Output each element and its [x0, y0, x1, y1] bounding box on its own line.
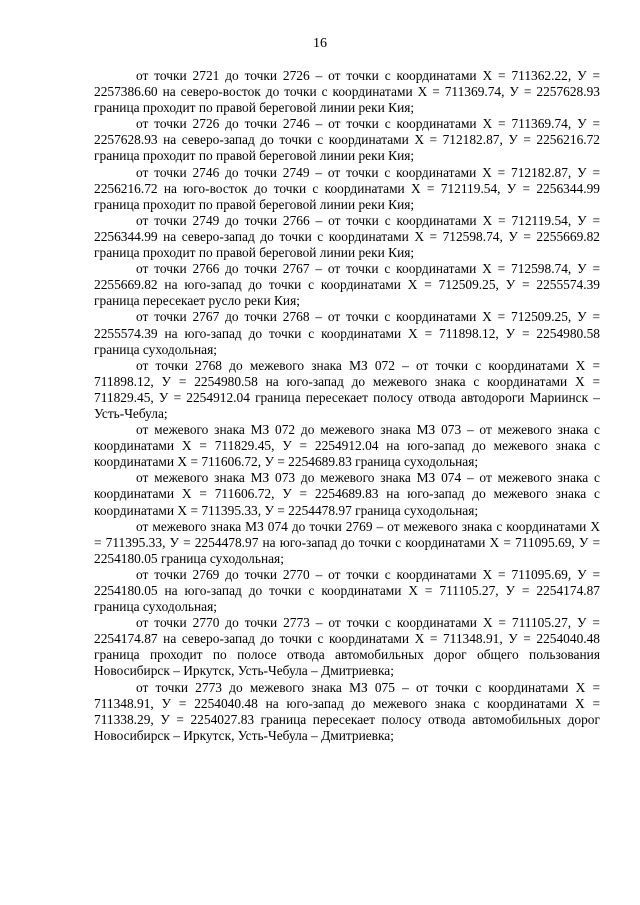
page-number: 16: [313, 36, 327, 51]
boundary-segment-paragraph: от межевого знака МЗ 072 до межевого знака МЗ 073 – от межевого знака с координатами Х = 711829.45, У = 2254912.04 на юго-запад до межевого знака с координатами Х = 711606.72, У = 2254689.83 граница суходольная;: [94, 422, 600, 470]
document-body: [94, 68, 600, 744]
boundary-segment-paragraph: от точки 2773 до межевого знака МЗ 075 – от точки с координатами Х = 711348.91, У = 2254040.48 на юго-запад до межевого знака с координатами Х = 711338.29, У = 2254027.83 граница пересекает полосу отвода автомобильных дорог Новосибирск – Иркутск, Усть-Чебула – Дмитриевка;: [94, 679, 600, 743]
boundary-segment-paragraph: от точки 2766 до точки 2767 – от точки с координатами Х = 712598.74, У = 2255669.82 на юго-запад до точки с координатами Х = 712509.25, У = 2255574.39 граница пересекает русло реки Кия;: [94, 261, 600, 309]
boundary-segment-paragraph: от точки 2721 до точки 2726 – от точки с координатами Х = 711362.22, У = 2257386.60 на северо-восток до точки с координатами Х = 711369.74, У = 2257628.93 граница проходит по правой береговой линии реки Кия;: [94, 68, 600, 116]
boundary-segment-paragraph: от точки 2769 до точки 2770 – от точки с координатами Х = 711095.69, У = 2254180.05 на юго-запад до точки с координатами Х = 711105.27, У = 2254174.87 граница суходольная;: [94, 566, 600, 615]
boundary-segment-paragraph: от точки 2768 до межевого знака МЗ 072 – от точки с координатами Х = 711898.12, У = 2254980.58 на юго-запад до межевого знака с координатами Х = 711829.45, У = 2254912.04 граница пересекает полосу отвода автодороги Мариинск – Усть-Чебула;: [94, 357, 600, 421]
boundary-segment-paragraph: от точки 2767 до точки 2768 – от точки с координатами Х = 712509.25, У = 2255574.39 на юго-запад до точки с координатами Х = 711898.12, У = 2254980.58 граница суходольная;: [94, 309, 600, 357]
boundary-segment-paragraph: от межевого знака МЗ 074 до точки 2769 – от межевого знака с координатами Х = 711395.33, У = 2254478.97 на юго-запад до точки с координатами Х = 711095.69, У = 2254180.05 граница суходольная;: [94, 518, 600, 566]
boundary-segment-paragraph: от межевого знака МЗ 073 до межевого знака МЗ 074 – от межевого знака с координатами Х = 711606.72, У = 2254689.83 на юго-запад до межевого знака с координатами Х = 711395.33, У = 2254478.97 граница суходольная;: [94, 470, 600, 518]
boundary-segment-paragraph: от точки 2746 до точки 2749 – от точки с координатами Х = 712182.87, У = 2256216.72 на юго-восток до точки с координатами Х = 712119.54, У = 2256344.99 граница проходит по правой береговой линии реки Кия;: [94, 164, 600, 212]
boundary-segment-paragraph: от точки 2726 до точки 2746 – от точки с координатами Х = 711369.74, У = 2257628.93 на северо-запад до точки с координатами Х = 712182.87, У = 2256216.72 граница проходит по правой береговой линии реки Кия;: [94, 116, 600, 164]
boundary-segment-paragraph: от точки 2770 до точки 2773 – от точки с координатами Х = 711105.27, У = 2254174.87 на северо-запад до точки с координатами Х = 711348.91, У = 2254040.48 граница проходит по полосе отвода автомобильных дорог общего пользования Новосибирск – Иркутск, Усть-Чебула – Дмитриевка;: [94, 615, 600, 679]
boundary-segment-paragraph: от точки 2749 до точки 2766 – от точки с координатами Х = 712119.54, У = 2256344.99 на северо-запад до точки с координатами Х = 712598.74, У = 2255669.82 граница проходит по правой береговой линии реки Кия;: [94, 212, 600, 261]
